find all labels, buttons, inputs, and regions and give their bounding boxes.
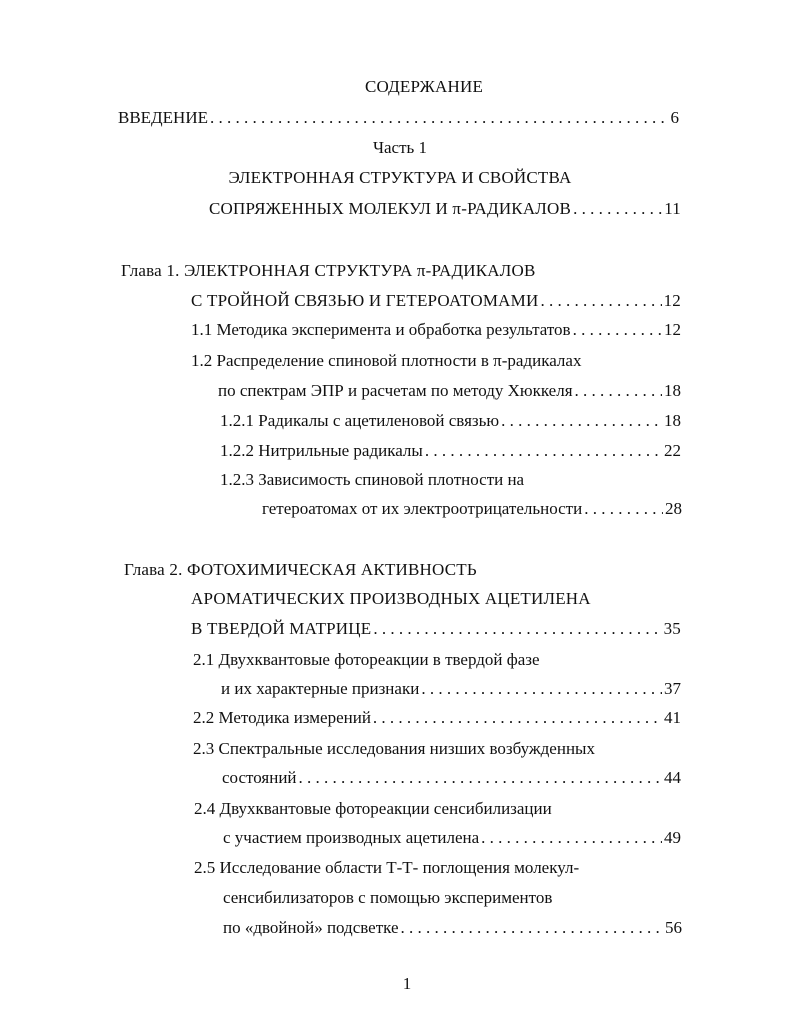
leader-dots bbox=[575, 381, 662, 401]
toc-entry-chapter2 bbox=[191, 619, 681, 639]
toc-entry-page: 28 bbox=[665, 499, 682, 518]
leader-dots bbox=[573, 199, 662, 219]
toc-entry-page: 56 bbox=[665, 918, 682, 937]
toc-entry-1-1 bbox=[191, 320, 681, 340]
toc-entry-page: 12 bbox=[663, 291, 681, 310]
toc-entry-1-2-2 bbox=[220, 441, 681, 461]
toc-entry-page: 49 bbox=[664, 828, 681, 847]
toc-entry-page: 12 bbox=[664, 320, 681, 339]
toc-entry-label: с участием производных ацетилена bbox=[223, 828, 480, 847]
section-2-5-line1: 2.5 Исследование области Т-Т- поглощения молекул- bbox=[194, 858, 580, 877]
toc-entry-label: по спектрам ЭПР и расчетам по методу Хюккеля bbox=[218, 381, 573, 400]
toc-entry-chapter1 bbox=[191, 291, 681, 311]
toc-entry-label: 2.2 Методика измерений bbox=[193, 708, 371, 727]
leader-dots bbox=[481, 828, 662, 848]
leader-dots bbox=[421, 679, 662, 699]
toc-title: СОДЕРЖАНИЕ bbox=[364, 77, 484, 96]
part-title-line1: ЭЛЕКТРОННАЯ СТРУКТУРА И СВОЙСТВА bbox=[228, 168, 572, 187]
leader-dots bbox=[501, 411, 662, 431]
toc-entry-2-4 bbox=[223, 828, 681, 848]
chapter1-line1: Глава 1. ЭЛЕКТРОННАЯ СТРУКТУРА π-РАДИКАЛОВ bbox=[121, 261, 536, 280]
toc-entry-1-2-3 bbox=[262, 499, 682, 519]
toc-entry-page: 18 bbox=[664, 381, 681, 400]
toc-entry-page: 6 bbox=[670, 108, 679, 127]
section-2-5-line2: сенсибилизаторов с помощью экспериментов bbox=[223, 888, 553, 907]
section-1-2-line1: 1.2 Распределение спиновой плотности в π-радикалах bbox=[191, 351, 582, 370]
toc-entry-label: по «двойной» подсветке bbox=[223, 918, 399, 937]
section-2-4-line1: 2.4 Двухквантовые фотореакции сенсибилизации bbox=[194, 799, 552, 818]
toc-entry-label: С ТРОЙНОЙ СВЯЗЬЮ И ГЕТЕРОАТОМАМИ bbox=[191, 291, 539, 310]
toc-entry-2-1 bbox=[221, 679, 681, 699]
toc-entry-page: 22 bbox=[664, 441, 681, 460]
toc-entry-page: 18 bbox=[664, 411, 681, 430]
toc-entry-2-2 bbox=[193, 708, 681, 728]
leader-dots bbox=[299, 768, 662, 788]
leader-dots bbox=[425, 441, 662, 461]
leader-dots bbox=[584, 499, 663, 519]
page-number: 1 bbox=[402, 974, 412, 993]
toc-entry-1-2 bbox=[218, 381, 681, 401]
leader-dots bbox=[573, 320, 662, 340]
leader-dots bbox=[540, 291, 661, 311]
toc-entry-label: 1.2.2 Нитрильные радикалы bbox=[220, 441, 423, 460]
toc-entry-page: 44 bbox=[664, 768, 681, 787]
toc-entry-page: 35 bbox=[663, 619, 681, 638]
toc-entry-label: СОПРЯЖЕННЫХ МОЛЕКУЛ И π-РАДИКАЛОВ bbox=[209, 199, 572, 218]
part-label: Часть 1 bbox=[372, 138, 428, 157]
toc-entry-label: 1.2.1 Радикалы с ацетиленовой связью bbox=[220, 411, 500, 430]
section-2-3-line1: 2.3 Спектральные исследования низших возбужденных bbox=[193, 739, 595, 758]
toc-entry-label: состояний bbox=[222, 768, 297, 787]
toc-entry-label: гетероатомах от их электроотрицательности bbox=[262, 499, 583, 518]
toc-entry-page: 37 bbox=[664, 679, 681, 698]
toc-entry-part1 bbox=[209, 199, 681, 219]
toc-entry-label: В ТВЕРДОЙ МАТРИЦЕ bbox=[191, 619, 372, 638]
section-1-2-3-line1: 1.2.3 Зависимость спиновой плотности на bbox=[220, 470, 525, 489]
chapter2-line2: АРОМАТИЧЕСКИХ ПРОИЗВОДНЫХ АЦЕТИЛЕНА bbox=[191, 589, 591, 608]
chapter2-line1: Глава 2. ФОТОХИМИЧЕСКАЯ АКТИВНОСТЬ bbox=[124, 560, 477, 579]
section-2-1-line1: 2.1 Двухквантовые фотореакции в твердой фазе bbox=[193, 650, 540, 669]
toc-entry-2-3 bbox=[222, 768, 681, 788]
toc-entry-label: и их характерные признаки bbox=[221, 679, 420, 698]
toc-entry-2-5 bbox=[223, 918, 682, 938]
leader-dots bbox=[210, 108, 669, 128]
toc-entry-label: 1.1 Методика эксперимента и обработка результатов bbox=[191, 320, 571, 339]
toc-entry-label: ВВЕДЕНИЕ bbox=[118, 108, 208, 127]
leader-dots bbox=[373, 708, 662, 728]
leader-dots bbox=[401, 918, 663, 938]
toc-entry-intro bbox=[118, 108, 679, 128]
toc-entry-page: 11 bbox=[664, 199, 681, 218]
toc-entry-1-2-1 bbox=[220, 411, 681, 431]
toc-entry-page: 41 bbox=[664, 708, 681, 727]
leader-dots bbox=[373, 619, 661, 639]
